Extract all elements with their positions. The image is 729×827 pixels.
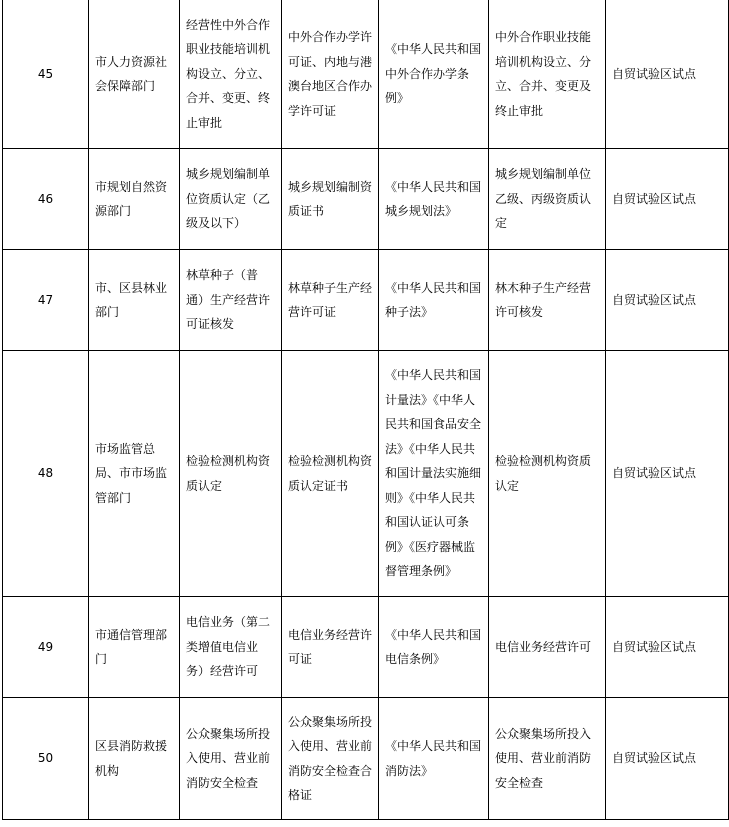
scope-cell: 自贸试验区试点 <box>606 698 729 820</box>
row-number: 46 <box>3 149 89 250</box>
reform-items-table <box>2 0 729 820</box>
certificate-cell: 电信业务经营许可证 <box>282 597 379 698</box>
scope-cell: 自贸试验区试点 <box>606 250 729 351</box>
table-row <box>3 250 729 351</box>
scope-cell: 自贸试验区试点 <box>606 0 729 149</box>
matter-cell: 公众聚集场所投入使用、营业前消防安全检查 <box>180 698 282 820</box>
department-cell: 市规划自然资源部门 <box>89 149 180 250</box>
basis-cell: 《中华人民共和国城乡规划法》 <box>379 149 489 250</box>
table-row <box>3 351 729 597</box>
item-cell: 中外合作职业技能培训机构设立、分立、合并、变更及终止审批 <box>489 0 606 149</box>
matter-cell: 林草种子（普通）生产经营许可证核发 <box>180 250 282 351</box>
department-cell: 市通信管理部门 <box>89 597 180 698</box>
department-cell: 市、区县林业部门 <box>89 250 180 351</box>
row-number: 50 <box>3 698 89 820</box>
table-row <box>3 149 729 250</box>
matter-cell: 检验检测机构资质认定 <box>180 351 282 597</box>
certificate-cell: 中外合作办学许可证、内地与港澳台地区合作办学许可证 <box>282 0 379 149</box>
matter-cell: 城乡规划编制单位资质认定（乙级及以下） <box>180 149 282 250</box>
table-row <box>3 597 729 698</box>
item-cell: 公众聚集场所投入使用、营业前消防安全检查 <box>489 698 606 820</box>
row-number: 47 <box>3 250 89 351</box>
matter-cell: 电信业务（第二类增值电信业务）经营许可 <box>180 597 282 698</box>
item-cell: 林木种子生产经营许可核发 <box>489 250 606 351</box>
certificate-cell: 林草种子生产经营许可证 <box>282 250 379 351</box>
table-row <box>3 0 729 149</box>
table-row <box>3 698 729 820</box>
department-cell: 区县消防救援机构 <box>89 698 180 820</box>
scope-cell: 自贸试验区试点 <box>606 597 729 698</box>
basis-cell: 《中华人民共和国计量法》《中华人民共和国食品安全法》《中华人民共和国计量法实施细则》《中华人民共和国认证认可条例》《医疗器械监督管理条例》 <box>379 351 489 597</box>
item-cell: 城乡规划编制单位乙级、丙级资质认定 <box>489 149 606 250</box>
basis-cell: 《中华人民共和国电信条例》 <box>379 597 489 698</box>
row-number: 48 <box>3 351 89 597</box>
department-cell: 市场监管总局、市市场监管部门 <box>89 351 180 597</box>
basis-cell: 《中华人民共和国中外合作办学条例》 <box>379 0 489 149</box>
certificate-cell: 检验检测机构资质认定证书 <box>282 351 379 597</box>
scope-cell: 自贸试验区试点 <box>606 149 729 250</box>
row-number: 49 <box>3 597 89 698</box>
basis-cell: 《中华人民共和国种子法》 <box>379 250 489 351</box>
item-cell: 电信业务经营许可 <box>489 597 606 698</box>
scope-cell: 自贸试验区试点 <box>606 351 729 597</box>
department-cell: 市人力资源社会保障部门 <box>89 0 180 149</box>
basis-cell: 《中华人民共和国消防法》 <box>379 698 489 820</box>
matter-cell: 经营性中外合作职业技能培训机构设立、分立、合并、变更、终止审批 <box>180 0 282 149</box>
row-number: 45 <box>3 0 89 149</box>
certificate-cell: 公众聚集场所投入使用、营业前消防安全检查合格证 <box>282 698 379 820</box>
certificate-cell: 城乡规划编制资质证书 <box>282 149 379 250</box>
item-cell: 检验检测机构资质认定 <box>489 351 606 597</box>
